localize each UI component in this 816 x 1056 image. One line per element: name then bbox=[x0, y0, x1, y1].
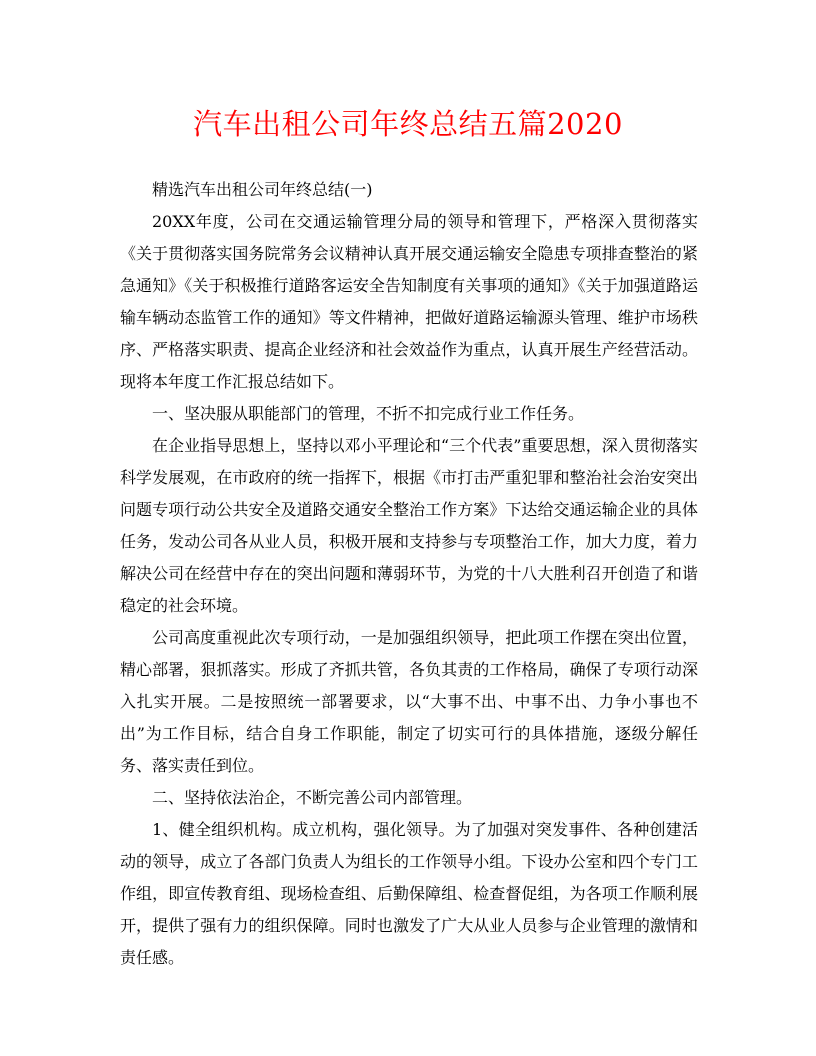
section-heading: 精选汽车出租公司年终总结(一) bbox=[152, 180, 373, 199]
body-paragraph: 20XX年度，公司在交通运输管理分局的领导和管理下，严格深入贯彻落实《关于贯彻落实国务院常务会议精神认真开展交通运输安全隐患专项排查整治的紧急通知》《关于积极推行道路客运安全告知制度有关事项的通知》《关于加强道路运输车辆动态监管工作的通知》等文件精神，把做好道路运输源头管理、维护市场秩序、严格落实职责、提高企业经济和社会效益作为重点，认真开展生产经营活动。现将本年度工作汇报总结如下。 bbox=[120, 212, 698, 391]
body-paragraph: 在企业指导思想上，坚持以邓小平理论和“三个代表”重要思想，深入贯彻落实科学发展观，在市政府的统一指挥下，根据《市打击严重犯罪和整治社会治安突出问题专项行动公共安全及道路交通安全整治工作方案》下达给交通运输企业的具体任务，发动公司各从业人员，积极开展和支持参与专项整治工作，加大力度，着力解决公司在经营中存在的突出问题和薄弱环节，为党的十八大胜利召开创造了和谐稳定的社会环境。 bbox=[120, 436, 698, 615]
document-body bbox=[120, 174, 698, 974]
body-paragraph: 公司高度重视此次专项行动，一是加强组织领导，把此项工作摆在突出位置，精心部署，狠抓落实。形成了齐抓共管，各负其责的工作格局，确保了专项行动深入扎实开展。二是按照统一部署要求，以“大事不出、中事不出、力争小事也不出”为工作目标，结合自身工作职能，制定了切实可行的具体措施，逐级分解任务、落实责任到位。 bbox=[120, 628, 698, 775]
section-heading: 一、坚决服从职能部门的管理，不折不扣完成行业工作任务。 bbox=[152, 404, 585, 423]
section-heading: 二、坚持依法治企，不断完善公司内部管理。 bbox=[152, 788, 473, 807]
body-paragraph: 1、健全组织机构。成立机构，强化领导。为了加强对突发事件、各种创建活动的领导，成立了各部门负责人为组长的工作领导小组。下设办公室和四个专门工作组，即宣传教育组、现场检查组、后勤保障组、检查督促组，为各项工作顺利展开，提供了强有力的组织保障。同时也激发了广大从业人员参与企业管理的激情和责任感。 bbox=[120, 820, 698, 967]
document-title: 汽车出租公司年终总结五篇2020 bbox=[193, 107, 623, 141]
